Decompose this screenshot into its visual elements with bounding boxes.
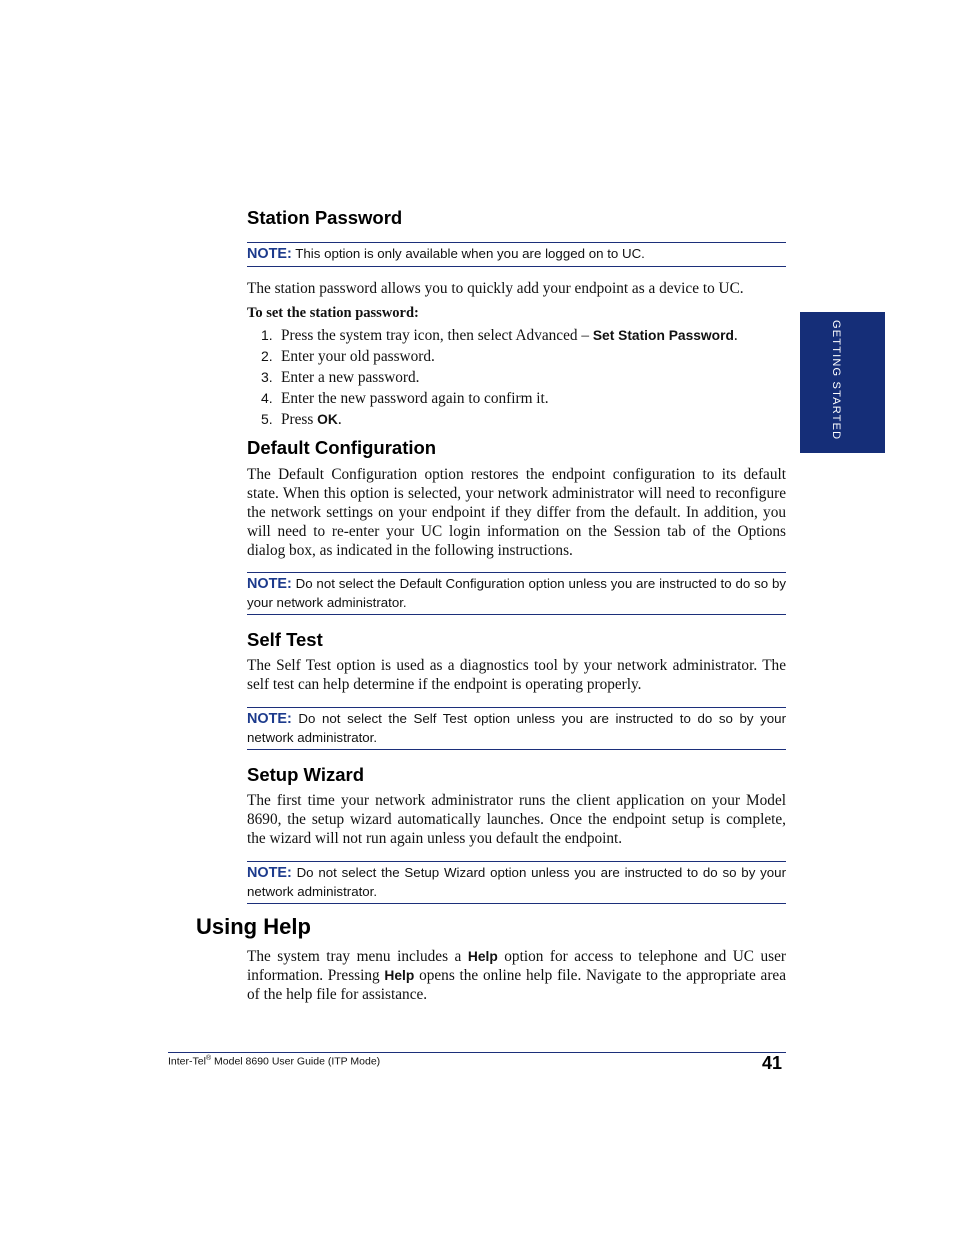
self-test-body: The Self Test option is used as a diagnostics tool by your network administrator. The self test can help determine if the endpoint is operating properly. [247,657,786,693]
step-item [261,326,738,345]
self-test-note [247,707,786,750]
page-number: 41 [762,1053,783,1073]
station-password-note [247,242,786,267]
note-text: Do not select the Self Test option unless you are instructed to do so by your network administrator. [247,711,786,745]
chapter-side-tab [800,312,885,453]
self-test-heading: Self Test [247,629,323,650]
note-label: NOTE: [247,246,292,262]
note-label: NOTE: [247,865,292,881]
default-configuration-note [247,572,786,615]
setup-wizard-body: The first time your network administrator runs the client application on your Model 8690, the setup wizard automatically launches. Once the endpoint setup is complete, the wizard will not run again unless you default the endpoint. [247,792,786,847]
chapter-side-tab-label: GETTING STARTED [830,320,842,441]
step-number: 4. [261,390,273,406]
step-number: 1. [261,327,273,343]
step-number: 3. [261,369,273,385]
step-text: Press [281,411,318,428]
station-password-heading: Station Password [247,207,403,228]
setup-wizard-heading: Setup Wizard [247,764,365,785]
step-number: 2. [261,348,273,364]
step-number: 5. [261,411,273,427]
step-ui-label: OK [317,412,338,427]
setup-wizard-note [247,861,786,904]
step-item [261,410,342,429]
note-text: Do not select the Default Configuration option unless you are instructed to do so by your network administrator. [247,576,786,610]
step-text: Press the system tray icon, then select Advanced – [281,327,593,344]
note-label: NOTE: [247,711,292,727]
step-ui-label: Set Station Password [592,328,734,343]
using-help-body [247,947,786,1004]
default-configuration-heading: Default Configuration [247,437,437,458]
using-help-text: option for access to telephone and UC user information. Pressing [247,948,786,984]
footer-rule [168,1052,786,1053]
step-after: . [337,411,342,428]
step-text: Enter a new password. [281,369,420,386]
step-text: Enter your old password. [281,348,435,365]
note-text: This option is only available when you are logged on to UC. [295,246,645,261]
default-configuration-body: The Default Configuration option restores the endpoint configuration to its default state. When this option is selected, your network administrator will need to reconfigure the network settings on your endpoint if they differ from the default. In addition, you will need to re-enter your UC login information on the Session tab of the Options dialog box, as indicated in the following instructions. [247,466,786,559]
using-help-heading: Using Help [196,914,311,939]
step-after: . [733,327,738,344]
using-help-text: The system tray menu includes a [247,948,468,965]
note-label: NOTE: [247,576,292,592]
help-ui-label: Help [384,968,415,983]
using-help-text: opens the online help file. Navigate to the appropriate area of the help file for assistance. [247,967,786,1003]
help-ui-label: Help [467,949,498,964]
note-text: Do not select the Setup Wizard option unless you are instructed to do so by your network administrator. [247,865,786,899]
procedure-title: To set the station password: [247,305,419,321]
station-password-intro: The station password allows you to quickly add your endpoint as a device to UC. [247,280,744,297]
step-item [261,347,435,366]
step-item [261,389,549,408]
footer-doc-title: Model 8690 User Guide (ITP Mode) [211,1055,381,1068]
step-text: Enter the new password again to confirm it. [281,390,549,407]
footer-title [168,1055,380,1068]
registered-mark: ® [205,1055,212,1062]
footer-brand: Inter-Tel [168,1055,206,1068]
step-item [261,368,419,387]
